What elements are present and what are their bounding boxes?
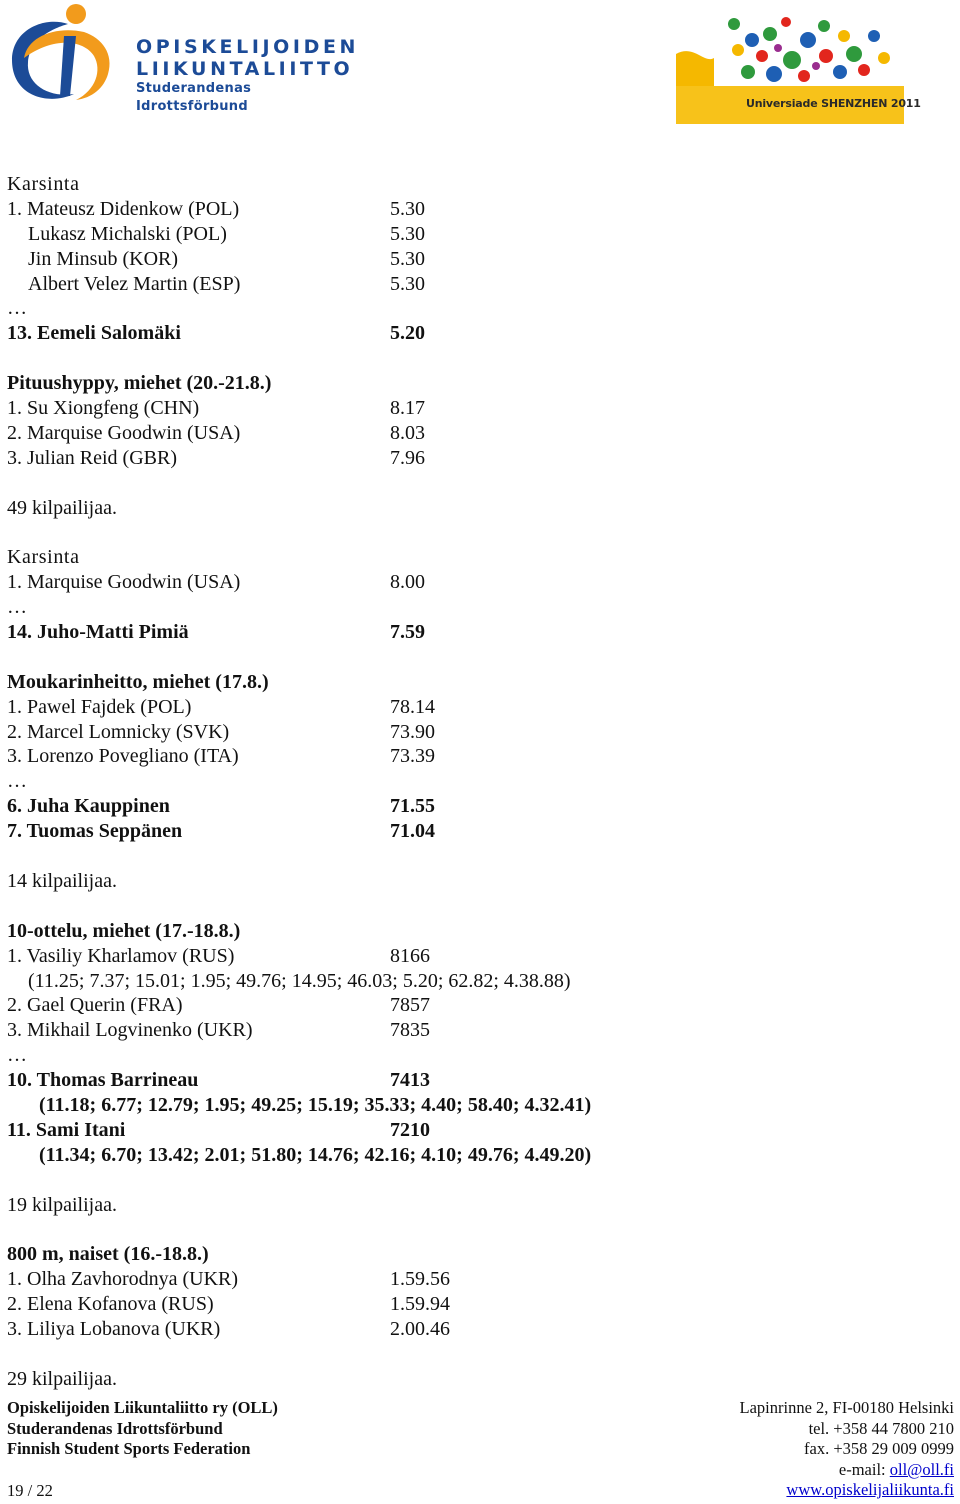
- result-line: [7, 570, 947, 595]
- result-line: [7, 645, 947, 670]
- result-line: [7, 321, 947, 346]
- result-name: 1. Mateusz Didenkow (POL): [7, 197, 240, 220]
- result-name: 10. Thomas Barrineau: [7, 1069, 199, 1092]
- footer-org-en: Finnish Student Sports Federation: [7, 1439, 251, 1459]
- result-value: 1.59.56: [390, 1268, 450, 1291]
- result-value: 7210: [390, 1118, 430, 1141]
- result-value: 7413: [390, 1069, 430, 1092]
- result-line: [7, 1342, 947, 1367]
- result-line: [7, 1118, 947, 1143]
- result-value: 78.14: [390, 695, 435, 718]
- result-value: 71.04: [390, 820, 435, 843]
- results-list: [7, 172, 947, 1392]
- result-line: [7, 296, 947, 321]
- result-line: [7, 993, 947, 1018]
- result-value: 5.30: [390, 222, 425, 245]
- result-line: [7, 1367, 947, 1392]
- footer-tel: tel. +358 44 7800 210: [808, 1418, 954, 1438]
- result-line: [7, 520, 947, 545]
- oll-logo: [4, 2, 360, 114]
- result-line: [7, 1043, 947, 1068]
- result-value: 8.00: [390, 571, 425, 594]
- result-value: 71.55: [390, 795, 435, 818]
- result-name: 1. Su Xiongfeng (CHN): [7, 397, 200, 420]
- footer-address: Lapinrinne 2, FI-00180 Helsinki: [739, 1398, 954, 1417]
- result-name: Albert Velez Martin (ESP): [28, 272, 241, 295]
- result-name: Jin Minsub (KOR): [28, 247, 179, 270]
- result-value: 5.20: [390, 322, 425, 345]
- universiade-logo: [674, 14, 921, 126]
- result-name: 1. Olha Zavhorodnya (UKR): [7, 1268, 239, 1291]
- page-number: 19 / 22: [7, 1481, 53, 1500]
- result-name: …: [7, 297, 27, 320]
- oll-emblem-icon: [4, 2, 134, 106]
- result-line: [7, 421, 947, 446]
- result-name: 2. Elena Kofanova (RUS): [7, 1293, 214, 1316]
- result-line: [7, 545, 947, 570]
- result-name: 6. Juha Kauppinen: [7, 795, 170, 818]
- footer-email-line: [740, 1460, 954, 1481]
- result-name: …: [7, 770, 27, 793]
- result-name: Lukasz Michalski (POL): [28, 222, 227, 245]
- result-name: 2. Marcel Lomnicky (SVK): [7, 720, 230, 743]
- result-line: [7, 695, 947, 720]
- result-value: 5.30: [390, 197, 425, 220]
- result-name: 3. Mikhail Logvinenko (UKR): [7, 1019, 253, 1042]
- result-line: [7, 346, 947, 371]
- footer-org-sv: Studerandenas Idrottsförbund: [7, 1418, 223, 1438]
- result-line: [7, 894, 947, 919]
- footer-org-block: [7, 1398, 278, 1460]
- result-name: 49 kilpailijaa.: [7, 496, 117, 519]
- result-value: 7.96: [390, 446, 425, 469]
- footer-org-fi: Opiskelijoiden Liikuntaliitto ry (OLL): [7, 1398, 278, 1417]
- oll-logo-line2: LIIKUNTALIITTO: [136, 58, 354, 80]
- result-name: (11.18; 6.77; 12.79; 1.95; 49.25; 15.19; 35.33; 4.40; 58.40; 4.32.41): [39, 1093, 592, 1116]
- result-value: 8166: [390, 944, 430, 967]
- result-line: [7, 371, 947, 396]
- result-line: [7, 1242, 947, 1267]
- result-line: [7, 1168, 947, 1193]
- result-line: [7, 197, 947, 222]
- footer-contact-block: [740, 1398, 954, 1501]
- footer-email-label: e-mail:: [838, 1459, 890, 1479]
- footer-fax: fax. +358 29 009 0999: [804, 1439, 954, 1459]
- result-line: [7, 1317, 947, 1342]
- result-line: [7, 1093, 947, 1118]
- result-line: [7, 969, 947, 994]
- oll-logo-line3: Studerandenas Idrottsförbund: [136, 81, 252, 114]
- result-line: [7, 769, 947, 794]
- result-line: [7, 919, 947, 944]
- result-line: [7, 744, 947, 769]
- result-line: [7, 620, 947, 645]
- result-line: [7, 1193, 947, 1218]
- result-line: [7, 1018, 947, 1043]
- result-line: [7, 446, 947, 471]
- result-value: 8.17: [390, 397, 425, 420]
- result-line: [7, 222, 947, 247]
- result-name: 3. Liliya Lobanova (UKR): [7, 1317, 221, 1340]
- result-name: 29 kilpailijaa.: [7, 1367, 117, 1390]
- result-name: 19 kilpailijaa.: [7, 1193, 117, 1216]
- result-line: [7, 272, 947, 297]
- result-value: 5.30: [390, 272, 425, 295]
- result-value: 1.59.94: [390, 1293, 450, 1316]
- result-name: …: [7, 596, 27, 619]
- result-line: [7, 944, 947, 969]
- result-name: 14 kilpailijaa.: [7, 869, 117, 892]
- result-line: [7, 471, 947, 496]
- result-line: [7, 1217, 947, 1242]
- result-line: [7, 396, 947, 421]
- universiade-logo-text: Universiade SHENZHEN 2011: [746, 97, 921, 110]
- result-name: Karsinta: [7, 546, 80, 569]
- result-name: 1. Marquise Goodwin (USA): [7, 571, 241, 594]
- result-line: [7, 496, 947, 521]
- result-value: 5.30: [390, 247, 425, 270]
- oll-logo-line1: OPISKELIJOIDEN: [136, 36, 360, 58]
- result-line: [7, 819, 947, 844]
- footer-website-link[interactable]: www.opiskelijaliikunta.fi: [786, 1480, 954, 1500]
- result-line: [7, 794, 947, 819]
- result-name: 800 m, naiset (16.-18.8.): [7, 1243, 209, 1266]
- result-name: 11. Sami Itani: [7, 1118, 126, 1141]
- result-name: …: [7, 1044, 27, 1067]
- result-value: 8.03: [390, 421, 425, 444]
- result-name: 2. Gael Querin (FRA): [7, 994, 183, 1017]
- result-name: Pituushyppy, miehet (20.-21.8.): [7, 372, 272, 395]
- result-name: 14. Juho-Matti Pimiä: [7, 621, 189, 644]
- result-name: 10-ottelu, miehet (17.-18.8.): [7, 919, 241, 942]
- result-name: 3. Julian Reid (GBR): [7, 446, 177, 469]
- footer-email-link[interactable]: oll@oll.fi: [889, 1459, 954, 1479]
- result-line: [7, 172, 947, 197]
- result-line: [7, 247, 947, 272]
- result-line: [7, 670, 947, 695]
- result-name: Karsinta: [7, 173, 80, 195]
- result-line: [7, 1143, 947, 1168]
- result-name: 13. Eemeli Salomäki: [7, 322, 181, 345]
- result-name: 3. Lorenzo Povegliano (ITA): [7, 745, 239, 768]
- result-line: [7, 869, 947, 894]
- result-line: [7, 844, 947, 869]
- result-name: (11.34; 6.70; 13.42; 2.01; 51.80; 14.76; 42.16; 4.10; 49.76; 4.49.20): [39, 1143, 592, 1166]
- result-value: 2.00.46: [390, 1317, 450, 1340]
- result-line: [7, 1068, 947, 1093]
- result-value: 7857: [390, 994, 430, 1017]
- result-line: [7, 595, 947, 620]
- result-line: [7, 1267, 947, 1292]
- result-value: 7835: [390, 1019, 430, 1042]
- result-name: 7. Tuomas Seppänen: [7, 820, 183, 843]
- result-name: 1. Vasiliy Kharlamov (RUS): [7, 944, 235, 967]
- result-value: 7.59: [390, 621, 425, 644]
- result-value: 73.39: [390, 745, 435, 768]
- result-name: 1. Pawel Fajdek (POL): [7, 695, 192, 718]
- result-line: [7, 1292, 947, 1317]
- result-name: Moukarinheitto, miehet (17.8.): [7, 670, 269, 693]
- result-name: (11.25; 7.37; 15.01; 1.95; 49.76; 14.95; 46.03; 5.20; 62.82; 4.38.88): [28, 969, 571, 992]
- result-line: [7, 720, 947, 745]
- page-header: [0, 0, 960, 130]
- result-value: 73.90: [390, 720, 435, 743]
- result-name: 2. Marquise Goodwin (USA): [7, 421, 241, 444]
